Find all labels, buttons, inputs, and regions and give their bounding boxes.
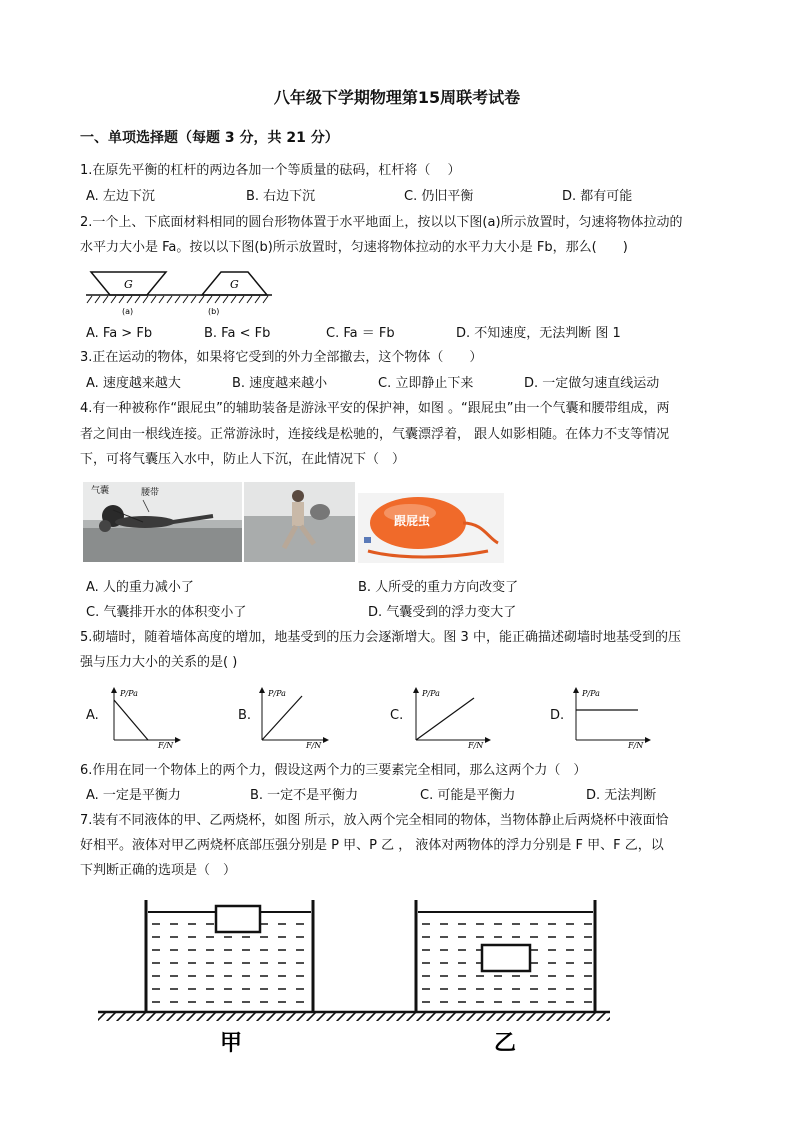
frustum-a-weight-label: G: [124, 278, 133, 291]
q3-option-a[interactable]: A. 速度越来越大: [86, 376, 181, 391]
graph-d-x-label: F/N: [628, 741, 644, 750]
q6-option-a[interactable]: A. 一定是平衡力: [86, 788, 181, 803]
q1-option-b[interactable]: B. 右边下沉: [246, 189, 316, 204]
graph-b-x-label: F/N: [306, 741, 322, 750]
question-2-stem-line1: 2.一个上、下底面材料相同的圆台形物体置于水平地面上，按以以下图(a)所示放置时，匀速将物体拉动的: [80, 215, 683, 230]
waistband-label: 腰带: [141, 488, 160, 498]
float-brand-label: 跟屁虫: [394, 514, 431, 528]
graph-a-y-label: P/Pa: [120, 689, 138, 698]
question-4-stem-line2: 者之间由一根线连接。正常游泳时，连接线是松驰的，气囊漂浮着， 跟人如影相随。在体力不支等情况: [80, 427, 670, 442]
q4-option-a[interactable]: A. 人的重力减小了: [86, 580, 194, 595]
graph-b[interactable]: [256, 686, 332, 748]
question-6-stem: 6.作用在同一个物体上的两个力，假设这两个力的三要素完全相同，那么这两个力（ ）: [80, 763, 587, 778]
graph-a[interactable]: [108, 686, 184, 748]
question-7-stem-line3: 下判断正确的选项是（ ）: [80, 863, 237, 878]
q1-option-a[interactable]: A. 左边下沉: [86, 189, 155, 204]
q2-option-b[interactable]: B. Fa < Fb: [204, 326, 271, 341]
q2-option-d[interactable]: D. 不知速度，无法判断 图 1: [456, 326, 621, 341]
graph-d[interactable]: [570, 686, 656, 748]
graph-c-letter[interactable]: C.: [390, 708, 404, 723]
frustum-figure: [84, 266, 274, 320]
q3-option-b[interactable]: B. 速度越来越小: [232, 376, 328, 391]
frustum-b-caption: (b): [208, 307, 220, 316]
q2-option-c[interactable]: C. Fa ＝ Fb: [326, 326, 395, 341]
exam-title: 八年级下学期物理第15周联考试卷: [273, 88, 521, 107]
graph-a-letter[interactable]: A.: [86, 708, 99, 723]
q4-option-c[interactable]: C. 气囊排开水的体积变小了: [86, 605, 247, 620]
graph-d-y-label: P/Pa: [582, 689, 600, 698]
q1-option-c[interactable]: C. 仍旧平衡: [404, 189, 474, 204]
question-5-stem-line2: 强与压力大小的关系的是( ): [80, 655, 238, 670]
q3-option-c[interactable]: C. 立即静止下来: [378, 376, 474, 391]
question-2-stem-line2: 水平力大小是 Fa。按以以下图(b)所示放置时，匀速将物体拉动的水平力大小是 Fb，那么( ): [80, 240, 628, 255]
question-4-stem-line1: 4.有一种被称作“跟屁虫”的辅助装备是游泳平安的保护神，如图 。“跟屁虫”由一个气囊和腰带组成，两: [80, 401, 670, 416]
q2-option-a[interactable]: A. Fa > Fb: [86, 326, 153, 341]
beakers-figure: [96, 892, 616, 1056]
graph-a-x-label: F/N: [158, 741, 174, 750]
graph-b-y-label: P/Pa: [268, 689, 286, 698]
q4-option-d[interactable]: D. 气囊受到的浮力变大了: [368, 605, 517, 620]
q1-option-d[interactable]: D. 都有可能: [562, 189, 633, 204]
graph-b-letter[interactable]: B.: [238, 708, 252, 723]
airbag-label: 气囊: [91, 486, 110, 496]
graph-c-y-label: P/Pa: [422, 689, 440, 698]
q3-option-d[interactable]: D. 一定做匀速直线运动: [524, 376, 660, 391]
graph-c-x-label: F/N: [468, 741, 484, 750]
frustum-a-caption: (a): [122, 307, 134, 316]
question-7-stem-line2: 好相平。液体对甲乙两烧杯底部压强分别是 P 甲、P 乙 ， 液体对两物体的浮力分别是 F 甲、F 乙，以: [80, 838, 664, 853]
question-3-stem: 3.正在运动的物体，如果将它受到的外力全部撤去，这个物体（ ）: [80, 350, 483, 365]
q6-option-d[interactable]: D. 无法判断: [586, 788, 657, 803]
beaker-jia-label: 甲: [220, 1031, 243, 1056]
float-device-photo: [358, 493, 504, 563]
question-7-stem-line1: 7.装有不同液体的甲、乙两烧杯，如图 所示，放入两个完全相同的物体，当物体静止后两烧杯中液面恰: [80, 813, 669, 828]
question-4-stem-line3: 下，可将气囊压入水中，防止人下沉，在此情况下（ ）: [80, 452, 406, 467]
section-heading: 一、单项选择题（每题 3 分，共 21 分）: [80, 130, 339, 146]
question-5-stem-line1: 5.砌墙时，随着墙体高度的增加，地基受到的压力会逐渐增大。图 3 中，能正确描述砌墙时地基受到的压: [80, 630, 681, 645]
q6-option-c[interactable]: C. 可能是平衡力: [420, 788, 516, 803]
swimmer-photo: [83, 482, 242, 562]
graph-d-letter[interactable]: D.: [550, 708, 565, 723]
graph-c[interactable]: [410, 686, 496, 748]
beach-runner-photo: [244, 482, 355, 562]
frustum-b-weight-label: G: [230, 278, 239, 291]
q4-option-b[interactable]: B. 人所受的重力方向改变了: [358, 580, 519, 595]
q6-option-b[interactable]: B. 一定不是平衡力: [250, 788, 359, 803]
beaker-yi-label: 乙: [494, 1031, 517, 1056]
question-1-stem: 1.在原先平衡的杠杆的两边各加一个等质量的砝码，杠杆将（ ）: [80, 163, 461, 178]
